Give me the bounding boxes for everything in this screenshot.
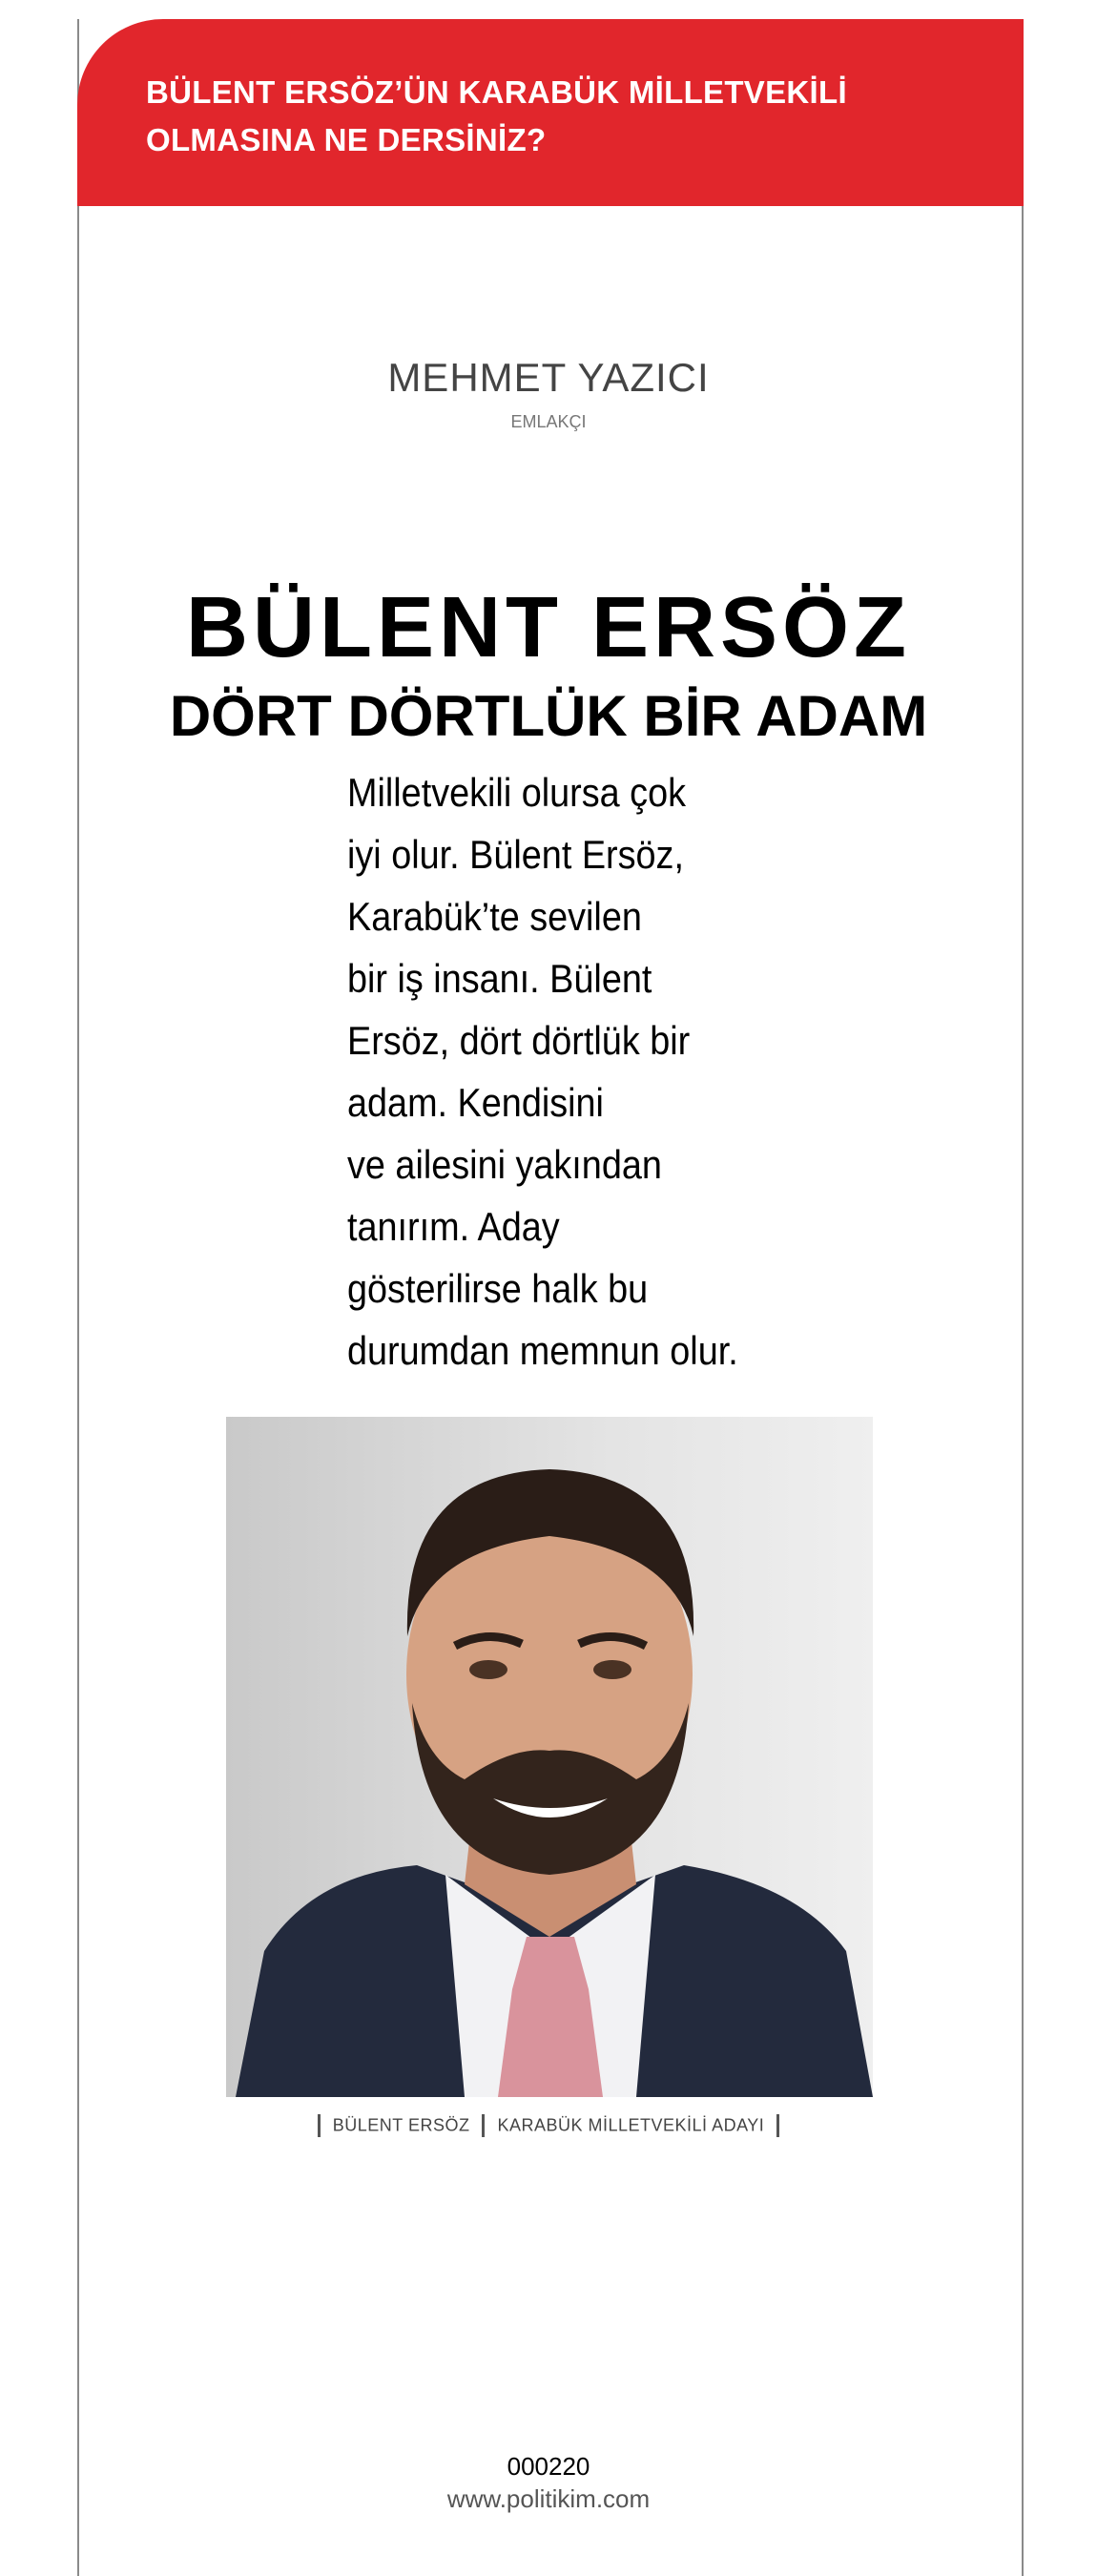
body-line: durumdan memnun olur. [347,1328,738,1373]
header-title-line-1: BÜLENT ERSÖZ’ÜN KARABÜK MİLLETVEKİLİ [146,74,847,110]
caption-name: BÜLENT ERSÖZ [332,2115,470,2135]
author-name: MEHMET YAZICI [387,355,710,400]
subheadline: DÖRT DÖRTLÜK BİR ADAM [169,684,928,748]
caption-divider [482,2114,485,2137]
ad-code: 000220 [507,2452,590,2481]
portrait-photo [226,1417,873,2097]
body-line: ve ailesini yakından [347,1142,662,1187]
photo-caption [0,2114,1097,2137]
body-line: iyi olur. Bülent Ersöz, [347,832,684,877]
caption-title: KARABÜK MİLLETVEKİLİ ADAYI [497,2115,765,2135]
body-line: adam. Kendisini [347,1080,604,1125]
body-line: Milletvekili olursa çok [347,770,687,815]
website-link[interactable]: www.politikim.com [446,2484,651,2513]
body-line: tanırım. Aday [347,1204,560,1249]
headline: BÜLENT ERSÖZ [185,580,911,675]
article-body [347,761,805,1381]
author-role: EMLAKÇI [510,412,587,431]
body-line: bir iş insanı. Bülent [347,956,652,1001]
caption-divider [318,2114,321,2137]
body-line: Karabük’te sevilen [347,894,642,939]
body-line: Ersöz, dört dörtlük bir [347,1018,691,1063]
body-line: gösterilirse halk bu [347,1266,649,1311]
header-banner [77,19,1024,206]
caption-divider [776,2114,779,2137]
header-title-line-2: OLMASINA NE DERSİNİZ? [146,122,547,157]
